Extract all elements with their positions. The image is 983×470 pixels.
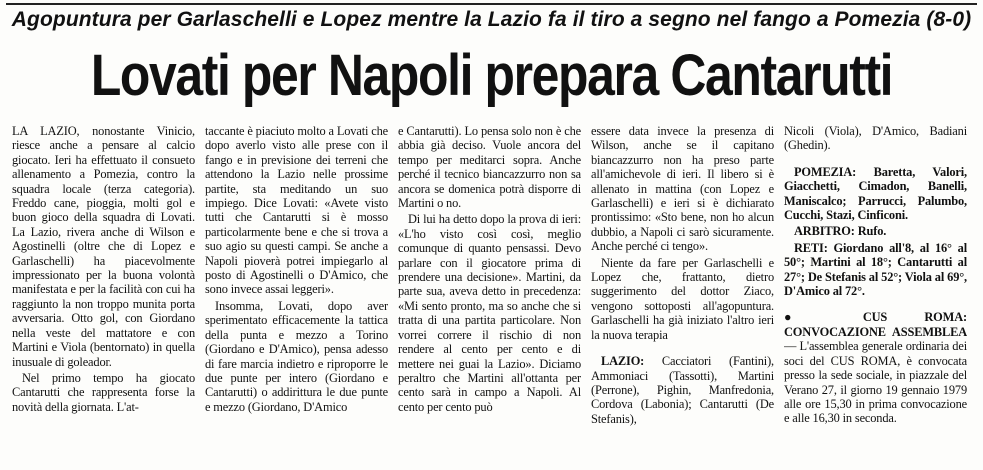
paragraph: Di lui ha detto dopo la prova di ieri: «L'ho visto così così, meglio comunque di quanto pensassi. Devo parlare con il giocatore prima di prendere una decisione». Martini, da parte sua, aveva detto in precedenza: «Mi sento pronto, ma so anche che si tratta di una partita particolare. Non vorrei correre il rischio di non rendere al cento per cento e di mettere nei guai la Lazio». Diciamo peraltro che Martini all'ottanta per cento sarà in campo a Napoli. Al cento per cento può xyxy=(398,212,581,414)
lineup-label: LAZIO: xyxy=(601,354,645,369)
pomezia-lineup xyxy=(784,165,967,223)
top-rule xyxy=(6,3,977,5)
paragraph: essere data invece la presenza di Wilson, anche se il capitano biancazzurro non ha preso parte all'amichevole di ieri. Il libero si è allenato in mattina (con Lopez e Garlaschelli) e ieri si è dichiarato prontissimo: «Sto bene, non ho alcun dubbio, a Napoli ci sarò sicuramente. Anche perché ci tengo». xyxy=(591,124,774,254)
column-2 xyxy=(205,124,388,464)
cus-notice xyxy=(784,310,967,425)
lineup-continuation: Nicoli (Viola), D'Amico, Badiani (Ghedin). xyxy=(784,124,967,153)
article-columns xyxy=(12,124,974,464)
paragraph: Insomma, Lovati, dopo aver sperimentato efficacemente la tattica della punta e mezzo a Torino (Giordano e D'Amico), pensa adesso di fare marcia indietro e riproporre le due punte per intero (Giordano e Cantarutti) o addirittura le due punte e mezzo (Giordano, D'Amico xyxy=(205,298,388,414)
referee-label: ARBITRO: xyxy=(794,224,855,239)
lazio-lineup xyxy=(591,354,774,426)
paragraph: taccante è piaciuto molto a Lovati che dopo averlo visto alle prese con il fango e in previsione dei terreni che attendono la Lazio nelle prossime partite, sta meditando un suo impiego. Dice Lovati: «Avete visto tutti che Cantarutti si è mosso particolarmente bene e che si trova a suo agio su questi campi. Se anche a Napoli pioverà potrei impiegarlo al posto di Agostinelli o D'Amico, che sono invece assai leggeri». xyxy=(205,124,388,297)
column-3 xyxy=(398,124,581,464)
goals-text: Giordano all'8, al 16° al 50°; Martini al 18°; Cantarutti al 27°; De Stefanis al 52°; Viola al 69°, D'Amico al 72°. xyxy=(784,240,967,299)
lineup-text: Cacciatori (Fantini), Ammoniaci (Tassotti), Martini (Perrone), Pighin, Manfredonia, Cordova (Labonia); Cantarutti (De Stefanis), xyxy=(591,354,774,426)
referee-text: Rufo. xyxy=(857,224,887,239)
column-1 xyxy=(12,124,195,464)
goals-label: RETI: xyxy=(794,240,828,255)
paragraph: Nel primo tempo ha giocato Cantarutti che rappresenta forse la novità della giornata. L'at- xyxy=(12,370,195,414)
notice-title: CUS ROMA: CONVOCAZIONE ASSEMBLEA xyxy=(784,310,967,339)
column-4 xyxy=(591,124,774,464)
paragraph: Niente da fare per Garlaschelli e Lopez che, frattanto, dietro suggerimento del dottor Ziaco, vengono sottoposti all'agopuntura. Garlaschelli ha già iniziato l'altro ieri la nuova terapia xyxy=(591,255,774,342)
pomezia-text: Baretta, Valori, Giacchetti, Cimadon, Banelli, Maniscalco; Parrucci, Palumbo, Cucchi, Stazi, Cinficoni. xyxy=(784,164,967,223)
notice-text: — L'assemblea generale ordinaria dei soci del CUS ROMA, è convocata presso la sede sociale, in piazzale del Verano 27, il giorno 19 gennaio 1979 alle ore 15,30 in prima convocazione e alle 16,30 in seconda. xyxy=(784,339,967,426)
bullet-icon: ● xyxy=(784,310,826,325)
column-5 xyxy=(784,124,967,464)
kicker-subheadline: Agopuntura per Garlaschelli e Lopez mentre la Lazio fa il tiro a segno nel fango a Pomezia (8-0) xyxy=(11,8,972,31)
goals xyxy=(784,241,967,299)
referee xyxy=(784,224,967,238)
pomezia-label: POMEZIA: xyxy=(794,164,857,179)
paragraph: LA LAZIO, nonostante Vinicio, riesce anche a pensare al calcio giocato. Ieri ha effettuato il consueto allenamento a Pomezia, contro la squadra locale (terza categoria). Freddo cane, pioggia, molti gol e buon gioco della squadra di Lovati. La Lazio, rivera anche di Wilson e Agostinelli (oltre che di Lopez e Garlaschelli) ha piacevolmente impressionato per la buona volontà manifestata e per la facilità con cui ha raggiunto la non troppo munita porta avversaria. Otto gol, con Giordano nella veste del mattatore e con Martini e Viola (bentornato) in quella inusuale di goleador. xyxy=(12,124,195,369)
paragraph: e Cantarutti). Lo pensa solo non è che abbia già deciso. Vuole ancora del tempo per meditarci sopra. Anche perché il tecnico biancazzurro non sa ancora se domenica potrà disporre di Martini o no. xyxy=(398,124,581,211)
headline: Lovati per Napoli prepara Cantarutti xyxy=(90,43,893,108)
